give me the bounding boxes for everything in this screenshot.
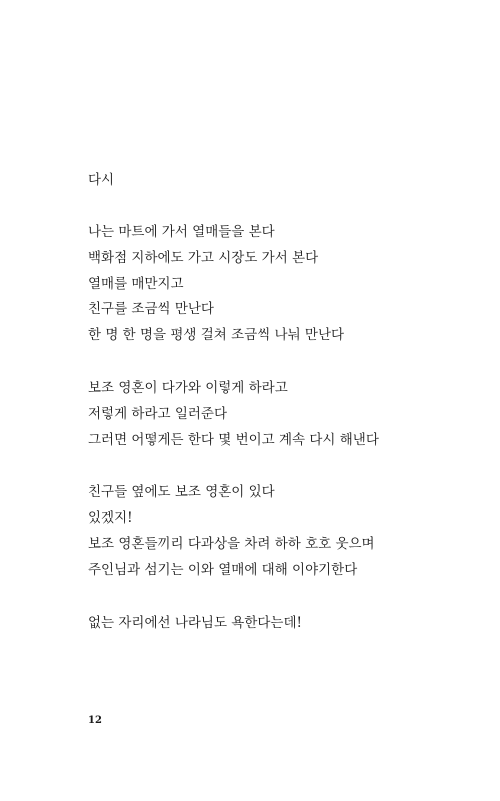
stanza-4 <box>88 611 468 637</box>
poem-line: 없는 자리에선 나라님도 욕한다는데! <box>88 614 302 631</box>
poem-line: 한 명 한 명을 평생 걸쳐 조금씩 나눠 만난다 <box>88 327 345 344</box>
poem-title: 다시 <box>88 172 115 188</box>
stanza-3 <box>88 480 468 583</box>
poem-line: 나는 마트에 가서 열매들을 본다 <box>88 224 275 240</box>
poem-line: 저렇게 하라고 일러준다 <box>88 405 227 422</box>
stanza-2 <box>88 376 468 453</box>
stanza-1 <box>88 220 468 349</box>
poem-line: 그러면 어떻게든 한다 몇 번이고 계속 다시 해낸다 <box>88 431 379 448</box>
poem <box>88 168 468 663</box>
poem-line: 열매를 매만지고 <box>88 275 184 292</box>
poem-line: 백화점 지하에도 가고 시장도 가서 본다 <box>88 249 319 266</box>
poem-line: 친구들 옆에도 보조 영혼이 있다 <box>88 484 275 501</box>
poem-line: 친구를 조금씩 만난다 <box>88 301 214 318</box>
poem-line: 주인님과 섬기는 이와 열매에 대해 이야기한다 <box>88 561 358 578</box>
poem-line: 있겠지! <box>88 510 133 527</box>
page-number: 12 <box>88 715 102 726</box>
poem-line: 보조 영혼들끼리 다과상을 차려 하하 호호 웃으며 <box>88 535 375 552</box>
poem-line: 보조 영혼이 다가와 이렇게 하라고 <box>88 379 288 396</box>
